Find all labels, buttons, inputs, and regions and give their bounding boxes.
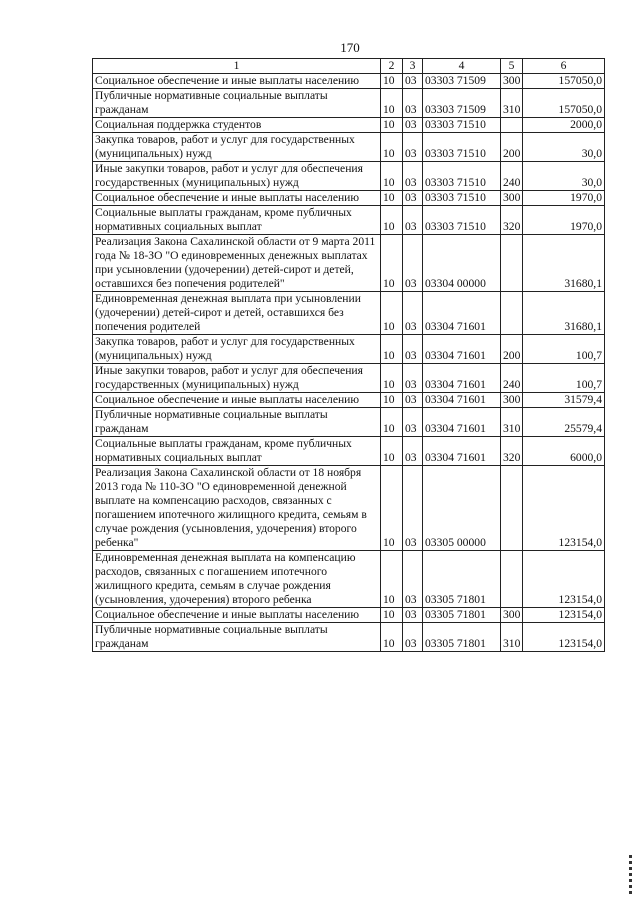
column-header-1: 1: [93, 59, 381, 74]
subsection-cell: 03: [403, 191, 423, 206]
section-cell: 10: [381, 466, 403, 551]
row-name-cell: Единовременная денежная выплата при усыновлении (удочерении) детей-сирот и детей, оставшихся без попечения родителей: [93, 292, 381, 335]
target-article-cell: 03304 71601: [423, 437, 501, 466]
table-row: [93, 623, 605, 652]
table-row: [93, 89, 605, 118]
expense-type-cell: 300: [501, 393, 523, 408]
table-row: [93, 437, 605, 466]
section-cell: 10: [381, 551, 403, 608]
row-name-cell: Реализация Закона Сахалинской области от 18 ноября 2013 года № 110-ЗО "О единовременной денежной выплате на компенсацию расходов, связанных с погашением ипотечного жилищного кредита, семьям в случае рождения (усыновления, удочерения) второго ребенка": [93, 466, 381, 551]
expense-type-cell: 200: [501, 133, 523, 162]
table-row: [93, 133, 605, 162]
expense-type-cell: 300: [501, 74, 523, 89]
expense-type-cell: 310: [501, 89, 523, 118]
section-cell: 10: [381, 608, 403, 623]
section-cell: 10: [381, 118, 403, 133]
amount-cell: 157050,0: [523, 74, 605, 89]
table-row: [93, 292, 605, 335]
column-header-5: 5: [501, 59, 523, 74]
section-cell: 10: [381, 74, 403, 89]
row-name-cell: Закупка товаров, работ и услуг для государственных (муниципальных) нужд: [93, 133, 381, 162]
section-cell: 10: [381, 408, 403, 437]
row-name-cell: Иные закупки товаров, работ и услуг для обеспечения государственных (муниципальных) нужд: [93, 162, 381, 191]
subsection-cell: 03: [403, 162, 423, 191]
table-row: [93, 551, 605, 608]
amount-cell: 1970,0: [523, 191, 605, 206]
target-article-cell: 03305 00000: [423, 466, 501, 551]
amount-cell: 6000,0: [523, 437, 605, 466]
subsection-cell: 03: [403, 133, 423, 162]
table-row: [93, 335, 605, 364]
amount-cell: 30,0: [523, 162, 605, 191]
column-header-4: 4: [423, 59, 501, 74]
amount-cell: 2000,0: [523, 118, 605, 133]
expense-type-cell: 320: [501, 206, 523, 235]
section-cell: 10: [381, 623, 403, 652]
section-cell: 10: [381, 393, 403, 408]
subsection-cell: 03: [403, 235, 423, 292]
target-article-cell: 03303 71509: [423, 74, 501, 89]
row-name-cell: Социальное обеспечение и иные выплаты населению: [93, 191, 381, 206]
row-name-cell: Социальные выплаты гражданам, кроме публичных нормативных социальных выплат: [93, 206, 381, 235]
subsection-cell: 03: [403, 466, 423, 551]
amount-cell: 31680,1: [523, 292, 605, 335]
section-cell: 10: [381, 89, 403, 118]
row-name-cell: Публичные нормативные социальные выплаты гражданам: [93, 623, 381, 652]
subsection-cell: 03: [403, 292, 423, 335]
subsection-cell: 03: [403, 335, 423, 364]
expense-type-cell: 310: [501, 408, 523, 437]
row-name-cell: Социальное обеспечение и иные выплаты населению: [93, 74, 381, 89]
expense-type-cell: 310: [501, 623, 523, 652]
table-header: [93, 59, 605, 74]
subsection-cell: 03: [403, 437, 423, 466]
row-name-cell: Единовременная денежная выплата на компенсацию расходов, связанных с погашением ипотечного жилищного кредита, семьям в случае рождения (усыновления, удочерения) второго ребенка: [93, 551, 381, 608]
amount-cell: 31579,4: [523, 393, 605, 408]
table-row: [93, 118, 605, 133]
table-row: [93, 364, 605, 393]
amount-cell: 30,0: [523, 133, 605, 162]
subsection-cell: 03: [403, 74, 423, 89]
expense-type-cell: [501, 551, 523, 608]
page-number: 170: [340, 40, 360, 55]
expense-type-cell: [501, 292, 523, 335]
amount-cell: 25579,4: [523, 408, 605, 437]
row-name-cell: Реализация Закона Сахалинской области от 9 марта 2011 года № 18-ЗО "О единовременных денежных выплатах при усыновлении (удочерении) детей-сирот и детей, оставшихся без попечения родителей": [93, 235, 381, 292]
table-row: [93, 206, 605, 235]
target-article-cell: 03303 71510: [423, 118, 501, 133]
table-row: [93, 393, 605, 408]
row-name-cell: Иные закупки товаров, работ и услуг для обеспечения государственных (муниципальных) нужд: [93, 364, 381, 393]
target-article-cell: 03305 71801: [423, 551, 501, 608]
subsection-cell: 03: [403, 408, 423, 437]
expense-type-cell: 300: [501, 608, 523, 623]
row-name-cell: Социальное обеспечение и иные выплаты населению: [93, 608, 381, 623]
target-article-cell: 03304 71601: [423, 335, 501, 364]
amount-cell: 1970,0: [523, 206, 605, 235]
section-cell: 10: [381, 191, 403, 206]
subsection-cell: 03: [403, 89, 423, 118]
section-cell: 10: [381, 133, 403, 162]
section-cell: 10: [381, 364, 403, 393]
subsection-cell: 03: [403, 623, 423, 652]
table-row: [93, 608, 605, 623]
section-cell: 10: [381, 235, 403, 292]
amount-cell: 31680,1: [523, 235, 605, 292]
target-article-cell: 03303 71510: [423, 133, 501, 162]
expense-type-cell: 300: [501, 191, 523, 206]
target-article-cell: 03304 71601: [423, 408, 501, 437]
column-header-6: 6: [523, 59, 605, 74]
target-article-cell: 03305 71801: [423, 608, 501, 623]
table-row: [93, 466, 605, 551]
expense-type-cell: [501, 235, 523, 292]
column-header-2: 2: [381, 59, 403, 74]
target-article-cell: 03304 00000: [423, 235, 501, 292]
subsection-cell: 03: [403, 206, 423, 235]
expense-type-cell: 240: [501, 364, 523, 393]
amount-cell: 100,7: [523, 335, 605, 364]
section-cell: 10: [381, 162, 403, 191]
edge-scan-mark: [629, 855, 632, 895]
subsection-cell: 03: [403, 364, 423, 393]
expense-type-cell: 320: [501, 437, 523, 466]
amount-cell: 123154,0: [523, 608, 605, 623]
expense-type-cell: 200: [501, 335, 523, 364]
row-name-cell: Публичные нормативные социальные выплаты гражданам: [93, 89, 381, 118]
target-article-cell: 03303 71509: [423, 89, 501, 118]
table-row: [93, 191, 605, 206]
table-row: [93, 235, 605, 292]
target-article-cell: 03305 71801: [423, 623, 501, 652]
section-cell: 10: [381, 437, 403, 466]
target-article-cell: 03303 71510: [423, 162, 501, 191]
table-row: [93, 162, 605, 191]
subsection-cell: 03: [403, 551, 423, 608]
target-article-cell: 03303 71510: [423, 206, 501, 235]
amount-cell: 157050,0: [523, 89, 605, 118]
expense-type-cell: [501, 118, 523, 133]
header-row: [93, 59, 605, 74]
subsection-cell: 03: [403, 393, 423, 408]
amount-cell: 123154,0: [523, 551, 605, 608]
row-name-cell: Социальная поддержка студентов: [93, 118, 381, 133]
row-name-cell: Социальные выплаты гражданам, кроме публичных нормативных социальных выплат: [93, 437, 381, 466]
section-cell: 10: [381, 335, 403, 364]
expense-type-cell: [501, 466, 523, 551]
target-article-cell: 03304 71601: [423, 364, 501, 393]
row-name-cell: Социальное обеспечение и иные выплаты населению: [93, 393, 381, 408]
section-cell: 10: [381, 292, 403, 335]
section-cell: 10: [381, 206, 403, 235]
amount-cell: 123154,0: [523, 623, 605, 652]
target-article-cell: 03304 71601: [423, 393, 501, 408]
subsection-cell: 03: [403, 118, 423, 133]
amount-cell: 123154,0: [523, 466, 605, 551]
row-name-cell: Закупка товаров, работ и услуг для государственных (муниципальных) нужд: [93, 335, 381, 364]
row-name-cell: Публичные нормативные социальные выплаты гражданам: [93, 408, 381, 437]
expense-type-cell: 240: [501, 162, 523, 191]
target-article-cell: 03304 71601: [423, 292, 501, 335]
amount-cell: 100,7: [523, 364, 605, 393]
table-body: [93, 74, 605, 652]
table-row: [93, 74, 605, 89]
target-article-cell: 03303 71510: [423, 191, 501, 206]
budget-table: [92, 58, 605, 652]
column-header-3: 3: [403, 59, 423, 74]
subsection-cell: 03: [403, 608, 423, 623]
table-row: [93, 408, 605, 437]
